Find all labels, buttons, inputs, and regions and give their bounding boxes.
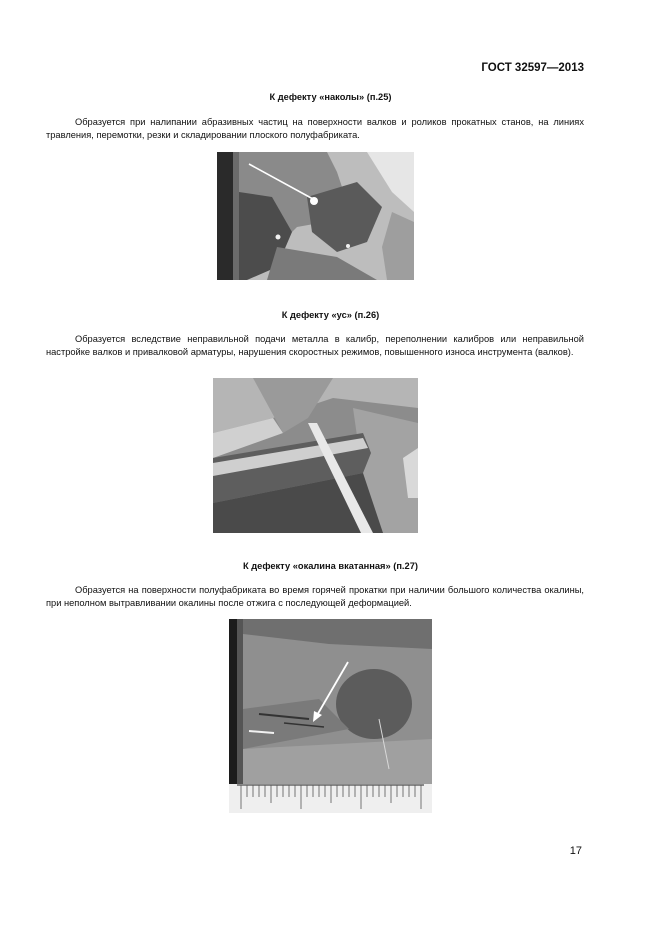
paragraph-okalina: Образуется на поверхности полуфабриката во время горячей прокатки при наличии большого количества окалины, при неполном вытравливании окалины после отжига с последующей деформацией. bbox=[46, 585, 584, 609]
heading-nakoly: К дефекту «наколы» (п.25) bbox=[269, 92, 392, 102]
paragraph-us: Образуется вследствие неправильной подачи металла в калибр, переполнении калибров или неправильной настройке валков и привалковой арматуры, нарушения скоростных режимов, повышенного износа инструмента (валков). bbox=[46, 334, 584, 358]
standard-number: ГОСТ 32597—2013 bbox=[481, 62, 584, 74]
heading-us: К дефекту «ус» (п.26) bbox=[281, 310, 380, 320]
page-number: 17 bbox=[569, 845, 582, 857]
photo-okalina-defect bbox=[229, 619, 432, 813]
photo-us-defect bbox=[213, 378, 418, 533]
heading-okalina: К дефекту «окалина вкатанная» (п.27) bbox=[243, 561, 418, 571]
photo-nakoly-defect bbox=[217, 152, 414, 280]
paragraph-nakoly: Образуется при налипании абразивных частиц на поверхности валков и роликов прокатных станов, на линиях травления, перемотки, резки и складировании плоского полуфабриката. bbox=[46, 117, 584, 141]
